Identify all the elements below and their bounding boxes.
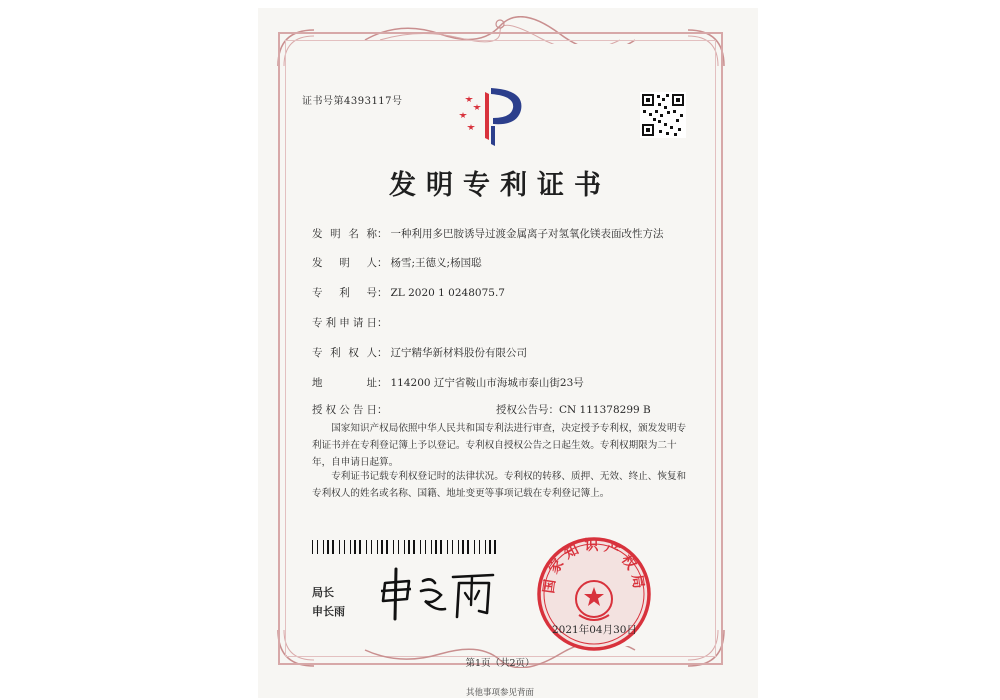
field-label: 授权公告号 [496, 404, 549, 416]
field-label: 授权公告日 [312, 404, 377, 416]
field-inventors: 发明人： 杨雪;王德义;杨国聪 [312, 257, 482, 269]
seal-text: 国家知识产权局 [541, 538, 647, 595]
signatory-name: 申长雨 [312, 605, 345, 618]
field-label: 发明名称 [312, 228, 377, 240]
qr-code-icon [640, 92, 686, 138]
field-patentee: 专利权人： 辽宁精华新材料股份有限公司 [312, 347, 527, 359]
field-value: 一种利用多巴胺诱导过渡金属离子对氢氧化镁表面改性方法 [390, 228, 664, 240]
field-patent-number: 专利号： ZL 2020 1 0248075.7 [312, 287, 505, 299]
field-label: 专利号 [312, 287, 377, 299]
certificate-number: 证书号第4393117号 [302, 96, 403, 107]
field-value: 杨雪;王德义;杨国聪 [390, 257, 482, 269]
field-invention-name: 发明名称： 一种利用多巴胺诱导过渡金属离子对氢氧化镁表面改性方法 [312, 228, 664, 240]
field-value: ZL 2020 1 0248075.7 [390, 287, 505, 299]
field-value: CN 111378299 B [559, 404, 651, 416]
footer-note: 其他事项参见背面 [465, 688, 534, 698]
field-grant-date: 授权公告日： [312, 404, 388, 416]
field-application-date: 专利申请日： [312, 317, 388, 329]
field-label: 专利权人 [312, 347, 377, 359]
cnipa-logo-icon [455, 80, 535, 150]
field-value: 辽宁精华新材料股份有限公司 [390, 347, 527, 359]
field-value: 114200 辽宁省鞍山市海城市泰山街23号 [390, 377, 584, 389]
issue-date: 2021年04月30日 [552, 624, 637, 636]
body-paragraph-1: 国家知识产权局依照中华人民共和国专利法进行审查，决定授予专利权，颁发发明专利证书并在专利登记簿上予以登记。专利权自授权公告之日起生效。专利权期限为二十年，自申请日起算。 [312, 423, 687, 468]
field-label: 发明人 [312, 257, 377, 269]
barcode-icon [312, 540, 502, 554]
handwritten-signature-icon [375, 565, 500, 623]
field-address: 地址： 114200 辽宁省鞍山市海城市泰山街23号 [312, 377, 584, 389]
field-label: 地址 [312, 377, 377, 389]
page-number: 第1页（共2页） [465, 658, 535, 669]
field-label: 专利申请日 [312, 317, 377, 329]
field-publication-number: 授权公告号：CN 111378299 B [496, 404, 651, 416]
signatory-title: 局长 [312, 586, 334, 599]
certificate-title: 发明专利证书 [389, 170, 611, 201]
body-paragraph-2: 专利证书记载专利权登记时的法律状况。专利权的转移、质押、无效、终止、恢复和专利权人的姓名或名称、国籍、地址变更等事项记载在专利登记簿上。 [312, 471, 687, 499]
